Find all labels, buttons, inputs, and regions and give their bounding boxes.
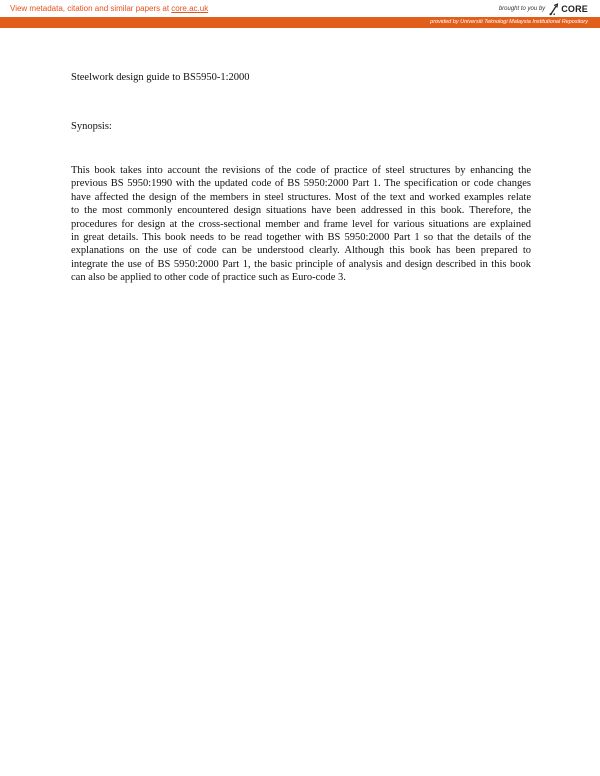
brought-by-text: brought to you by: [498, 6, 546, 12]
synopsis-line: integrate the use of BS 5950:2000 Part 1, the basic principle of analysis and design described in this book: [71, 258, 531, 270]
synopsis-line: can also be applied to other code of practice such as Euro-code 3.: [71, 272, 346, 284]
synopsis-heading: Synopsis:: [71, 121, 112, 132]
synopsis-line: This book takes into account the revisions of the code of practice of steel structures by enhancing the: [71, 165, 531, 176]
core-logo-icon: [548, 2, 560, 16]
synopsis-line: previous BS 5950:1990 with the updated code of BS 5950:2000 Part 1. The specification or code changes: [71, 178, 531, 190]
synopsis-paragraph: [71, 164, 531, 285]
provided-by-text: provided by Universiti Teknologi Malaysia Institutional Repository: [430, 19, 588, 25]
core-brand-word: CORE: [561, 4, 588, 14]
synopsis-line: to the most commonly encountered design situations have been addressed in this book. Therefore, the: [71, 205, 531, 217]
core-link-prefix: View metadata, citation and similar papers at: [10, 4, 172, 13]
core-brand[interactable]: [499, 2, 588, 16]
synopsis-line: have affected the design of the members in steel structures. Most of the text and worked examples relate: [71, 191, 531, 203]
core-banner: [0, 0, 600, 28]
core-banner-top: [0, 0, 600, 17]
synopsis-line: procedures for design at the cross-sectional member and frame level for various situations are explained: [71, 218, 531, 230]
core-metadata-link[interactable]: [10, 4, 208, 13]
synopsis-line: explanations on the use of code can be understood clearly. Although this book has been prepared to: [71, 245, 531, 257]
synopsis-line: in great details. This book needs to be read together with BS 5950:2000 Part 1 so that the details of the: [71, 232, 531, 244]
core-link-domain: core.ac.uk: [171, 4, 209, 13]
document-title: Steelwork design guide to BS5950-1:2000: [71, 72, 250, 83]
core-provided-strip: [0, 17, 600, 28]
